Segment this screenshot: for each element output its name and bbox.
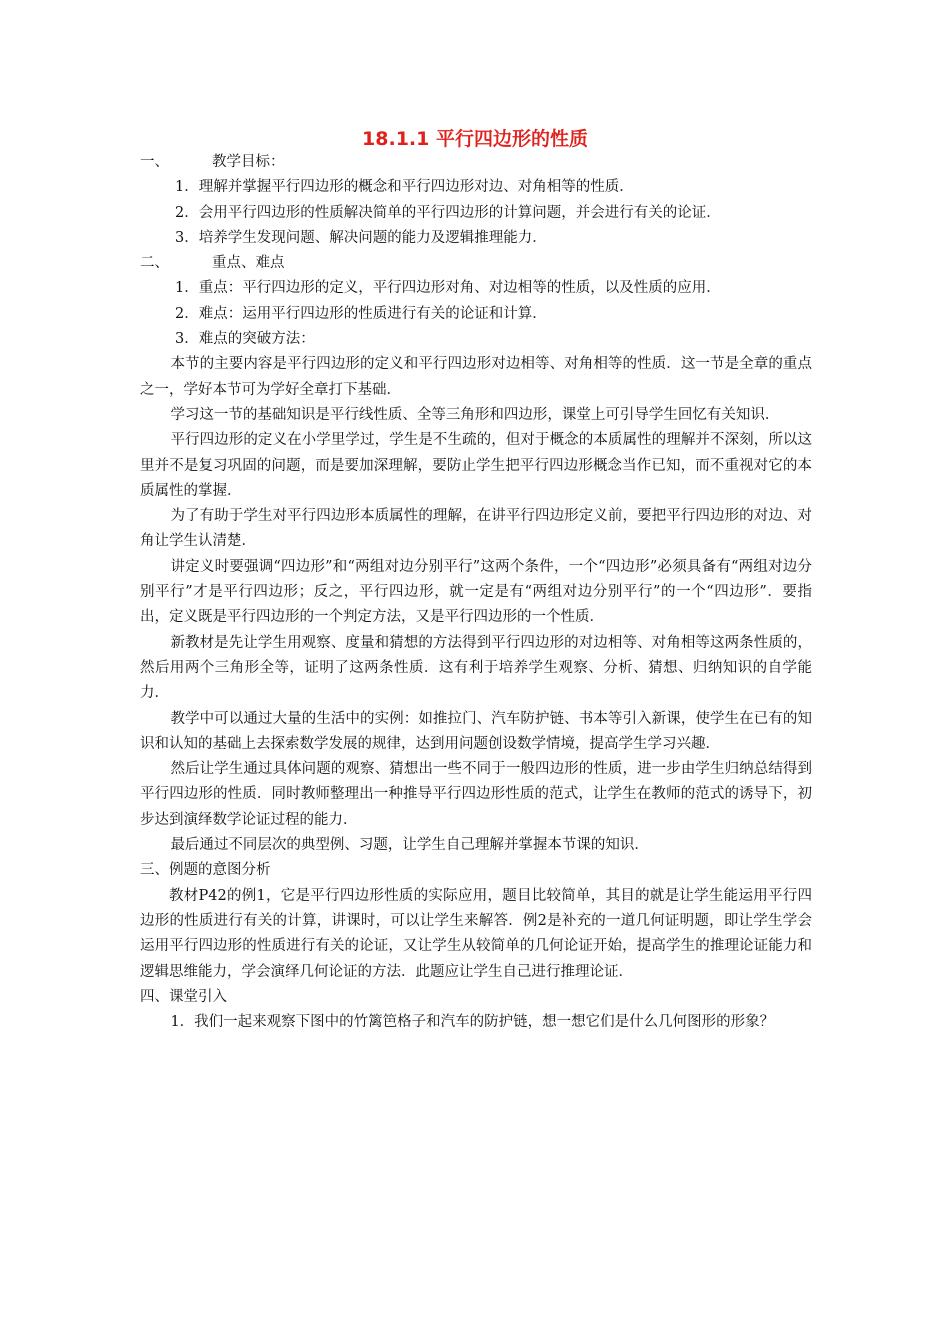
paragraph-9: 最后通过不同层次的典型例、习题，让学生自己理解并掌握本节课的知识． [170, 837, 649, 854]
objective-item-3: 3．培养学生发现问题、解决问题的能力及逻辑推理能力． [175, 229, 547, 246]
lesson-intro-paragraph: 1．我们一起来观察下图中的竹篱笆格子和汽车的防护链，想一想它们是什么几何图形的形象？ [170, 1014, 775, 1031]
key-point-item-1: 1．重点：平行四边形的定义，平行四边形对角、对边相等的性质，以及性质的应用． [175, 280, 721, 297]
example-analysis-paragraph: 教材P42的例1，它是平行四边形性质的实际应用，题目比较简单，其目的就是让学生能运用平行四边形的性质进行有关的计算，讲课时，可以让学生来解答．例2是补充的一道几何证明题，即让学生学会运用平行四边形的性质进行有关的论证，又让学生从较简单的几何论证开始，提高学生的推理论证能力和逻辑思维能力，学会演绎几何论证的方法．此题应让学生自己进行推理论证． [140, 887, 812, 980]
document-body [140, 150, 812, 1035]
section-heading-4: 四、课堂引入 [140, 988, 227, 1005]
section-heading-3: 三、例题的意图分析 [140, 862, 271, 879]
page-title: 18.1.1 平行四边形的性质 [362, 128, 588, 150]
paragraph-5: 讲定义时要强调“四边形”和“两组对边分别平行”这两个条件，一个“四边形”必须具备有“两组对边分别平行”才是平行四边形；反之，平行四边形，就一定是有“两组对边分别平行”的一个“四边形”．要指出，定义既是平行四边形的一个判定方法，又是平行四边形的一个性质． [140, 558, 812, 626]
key-point-item-2: 2．难点：运用平行四边形的性质进行有关的论证和计算． [175, 305, 547, 322]
objective-item-1: 1．理解并掌握平行四边形的概念和平行四边形对边、对角相等的性质． [175, 179, 634, 196]
paragraph-7: 教学中可以通过大量的生活中的实例：如推拉门、汽车防护链、书本等引入新课，使学生在已有的知识和认知的基础上去探索数学发展的规律，达到用问题创设数学情境，提高学生学习兴趣． [140, 710, 812, 752]
objective-item-2: 2．会用平行四边形的性质解决简单的平行四边形的计算问题，并会进行有关的论证． [175, 204, 721, 221]
section-number: 二、 [140, 255, 169, 272]
paragraph-2: 学习这一节的基础知识是平行线性质、全等三角形和四边形，课堂上可引导学生回忆有关知识． [170, 406, 780, 423]
paragraph-8: 然后让学生通过具体问题的观察、猜想出一些不同于一般四边形的性质，进一步由学生归纳总结得到平行四边形的性质．同时教师整理出一种推导平行四边形性质的范式，让学生在教师的范式的诱导下，初步达到演绎数学论证过程的能力． [140, 761, 812, 828]
paragraph-1: 本节的主要内容是平行四边形的定义和平行四边形对边相等、对角相等的性质．这一节是全章的重点之一，学好本节可为学好全章打下基础． [140, 356, 812, 398]
paragraph-4: 为了有助于学生对平行四边形本质属性的理解，在讲平行四边形定义前，要把平行四边形的对边、对角让学生认清楚． [140, 508, 812, 550]
paragraph-6: 新教材是先让学生用观察、度量和猜想的方法得到平行四边形的对边相等、对角相等这两条性质的，然后用两个三角形全等，证明了这两条性质．这有利于培养学生观察、分析、猜想、归纳知识的自学能力． [140, 634, 812, 702]
section-heading-2 [140, 251, 812, 276]
section-label: 教学目标： [212, 154, 285, 170]
key-point-item-3: 3．难点的突破方法： [175, 331, 315, 348]
section-number: 一、 [140, 154, 169, 170]
section-heading-1 [140, 150, 812, 175]
section-label: 重点、难点 [212, 255, 285, 272]
paragraph-3: 平行四边形的定义在小学里学过，学生是不生疏的，但对于概念的本质属性的理解并不深刻，所以这里并不是复习巩固的问题，而是要加深理解，要防止学生把平行四边形概念当作已知，而不重视对它的本质属性的掌握． [140, 432, 812, 499]
